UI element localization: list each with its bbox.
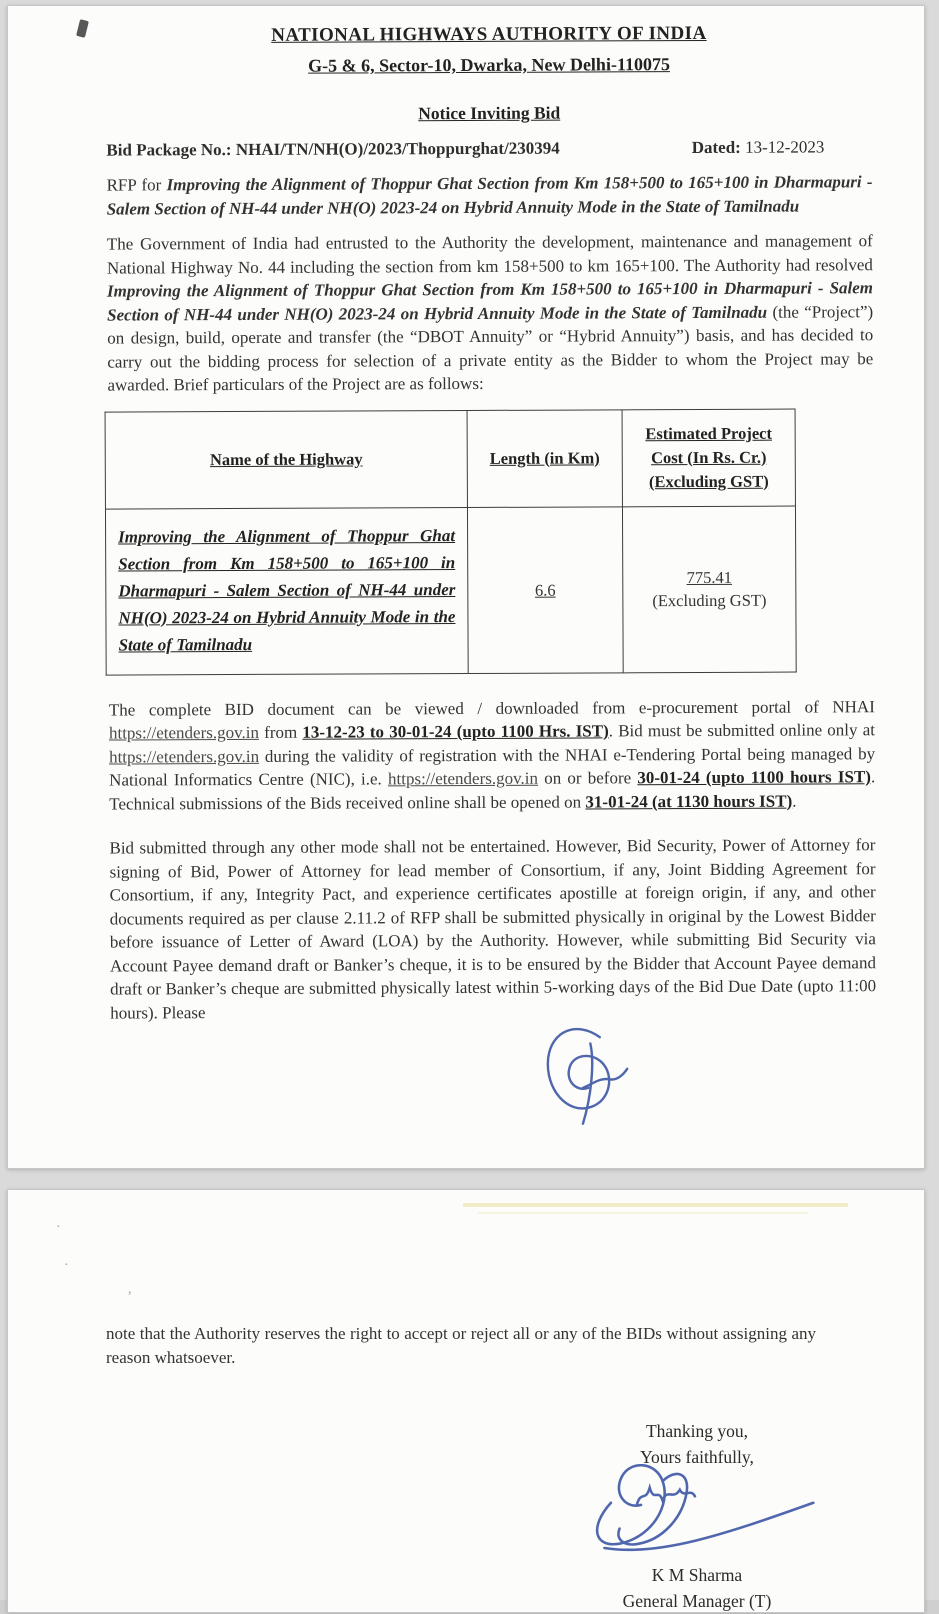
bid-opening-date: 31-01-24 (at 1130 hours IST) xyxy=(585,791,793,811)
bid-package-number xyxy=(106,139,559,161)
biddoc-run-4: during the validity of registration with the NHAI e-Tendering Portal being managed by National Informatics Centre (NIC), i.e. xyxy=(109,743,876,790)
thanking-you-line: Thanking you, xyxy=(645,1421,749,1441)
table-cell-length: 6.6 xyxy=(467,506,623,673)
org-address: G-5 & 6, Sector-10, Dwarka, New Delhi-110075 xyxy=(308,54,670,76)
biddoc-run-1: The complete BID document can be viewed / downloaded from e-procurement portal of NHAI xyxy=(108,696,875,720)
project-particulars-table xyxy=(105,408,797,675)
rfp-prefix: RFP for xyxy=(106,175,162,195)
etenders-url-1: https://etenders.gov.in xyxy=(108,722,259,743)
biddoc-run-6: . Technical submissions of the Bids received online shall be opened on xyxy=(109,767,876,814)
highlighter-mark-faint xyxy=(478,1212,808,1214)
biddoc-run-3: . Bid must be submitted online only at xyxy=(608,720,876,741)
other-mode-paragraph: Bid submitted through any other mode shall not be entertained. However, Bid Security, Power of Attorney for signing of Bid, Power of Attorney for lead member of Consortium, if any, Joint Bidding Agreement for Consortium, if any, Integrity Pact, and experience certificates apostille at foreign origin, if any, and other documents required as per clause 2.11.2 of RFP shall be submitted physically in original by the Lowest Bidder before issuance of Letter of Award (LOA) by the Authority. However, while submitting Bid Security via Account Payee demand draft or Banker’s cheque, it is to be ensured by the Bidder that Account Payee demand draft or Banker’s cheque are submitted physically latest within 5-working days of the Bid Due Date (upto 11:00 hours). Please xyxy=(109,835,877,1023)
intro-project-title: Improving the Alignment of Thoppur Ghat Section from Km 158+500 to 165+100 in Dharmapuri - Salem Section of NH-44 under NH(O) 2023-24 on Hybrid Annuity Mode in the State of Tamilnadu xyxy=(106,278,874,325)
bid-document-paragraph xyxy=(109,695,876,816)
table-cell-highway-name: Improving the Alignment of Thoppur Ghat Section from Km 158+500 to 165+100 in Dharmapuri - Salem Section of NH-44 under NH(O) 2023-24 on Hybrid Annuity Mode in the State of Tamilnadu xyxy=(105,507,468,675)
rfp-paragraph xyxy=(107,170,873,220)
intro-run-1: The Government of India had entrusted to the Authority the development, maintenance and management of National Highway No. 44 including the section from km 158+500 to km 165+100. The Authority had resolved xyxy=(106,231,873,278)
bid-due-date: 30-01-24 (upto 1100 hours IST) xyxy=(637,767,871,788)
bid-package-line xyxy=(106,137,872,160)
closing-block xyxy=(582,1418,812,1614)
biddoc-run-2: from xyxy=(264,722,298,742)
highlighter-mark xyxy=(463,1203,848,1207)
signature-ink xyxy=(570,1436,822,1576)
bid-package-label: Bid Package No.: xyxy=(106,140,232,160)
table-header-length: Length (in Km) xyxy=(467,409,622,507)
bid-package-value: NHAI/TN/NH(O)/2023/Thoppurghat/230394 xyxy=(235,138,560,160)
document-page-1 xyxy=(7,5,925,1169)
biddoc-run-5: on or before xyxy=(544,768,632,788)
intro-run-2: (the “Project”) on design, build, operate and transfer (the “DBOT Annuity” or “Hybrid Annuity”) basis, and has decided to carry out the bidding process for selection of a private entity as the Bidder to whom the Project may be awarded. Brief particulars of the Project are as follows: xyxy=(107,301,874,395)
signature-initials-ink xyxy=(536,1014,632,1130)
signatory-name: K M Sharma xyxy=(651,1565,743,1585)
scan-speck-2: · xyxy=(64,1258,69,1273)
intro-paragraph xyxy=(107,229,874,397)
table-header-cost: Estimated Project Cost (In Rs. Cr.) (Excluding GST) xyxy=(622,409,795,507)
signature-area xyxy=(582,1470,812,1562)
signatory-designation: General Manager (T) xyxy=(622,1591,772,1611)
bid-window-dates: 13-12-23 to 30-01-24 (upto 1100 Hrs. IST) xyxy=(302,721,609,742)
table-header-highway-name: Name of the Highway xyxy=(105,410,467,509)
etenders-url-2: https://etenders.gov.in xyxy=(109,746,260,767)
page-1-content xyxy=(6,4,926,1025)
table-header-row xyxy=(105,409,795,509)
rfp-project-title: Improving the Alignment of Thoppur Ghat Section from Km 158+500 to 165+100 in Dharmapuri - Salem Section of NH-44 under NH(O) 2023-24 on Hybrid Annuity Mode in the State of Tamilnadu xyxy=(106,172,873,219)
dated-field xyxy=(692,137,825,158)
scan-speck-3: , xyxy=(128,1282,132,1297)
biddoc-run-7: . xyxy=(792,791,797,811)
yours-faithfully-line: Yours faithfully, xyxy=(640,1447,754,1467)
cost-note: (Excluding GST) xyxy=(652,590,767,611)
org-name-title: NATIONAL HIGHWAYS AUTHORITY OF INDIA xyxy=(271,22,707,46)
notice-title: Notice Inviting Bid xyxy=(418,102,561,124)
dated-label: Dated: xyxy=(691,137,741,158)
etenders-url-3: https://etenders.gov.in xyxy=(387,768,539,789)
dated-value: 13-12-2023 xyxy=(745,137,825,157)
note-paragraph: note that the Authority reserves the right to accept or reject all or any of the BIDs without assigning any reason whatsoever. xyxy=(106,1324,816,1367)
table-row xyxy=(105,506,796,675)
scan-speck-1: · xyxy=(56,1220,61,1235)
table-cell-cost: 775.41 (Excluding GST) xyxy=(622,506,796,673)
document-page-2 xyxy=(7,1189,925,1613)
